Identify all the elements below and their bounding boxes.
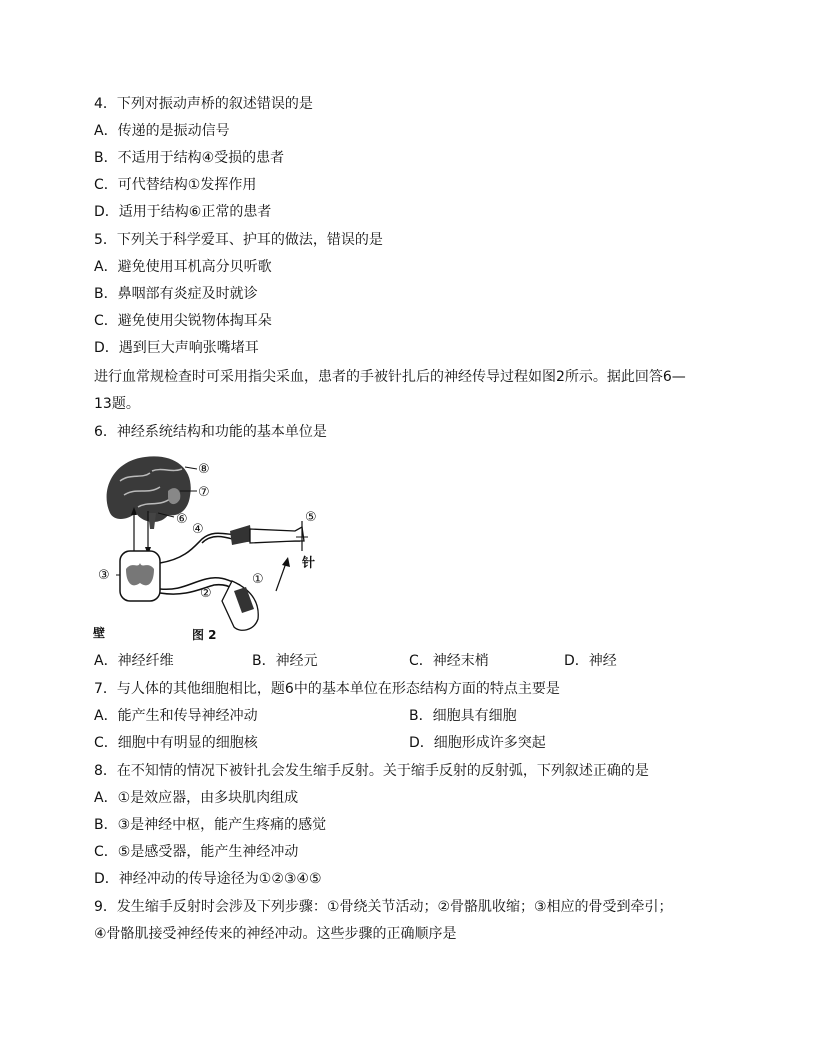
q4-option-b: B．不适用于结构④受损的患者 xyxy=(94,150,285,166)
label-8: ⑧ xyxy=(198,462,210,477)
q5-stem: 5．下列关于科学爱耳、护耳的做法，错误的是 xyxy=(94,232,383,248)
q8-option-d: D．神经冲动的传导途径为①②③④⑤ xyxy=(94,871,322,887)
label-6: ⑥ xyxy=(176,512,188,527)
q6-stem: 6．神经系统结构和功能的基本单位是 xyxy=(94,424,327,440)
q6-option-a: A．神经纤维 xyxy=(94,653,174,669)
label-1: ① xyxy=(252,572,264,587)
label-7: ⑦ xyxy=(198,485,210,500)
label-3: ③ xyxy=(98,568,110,583)
q5-option-b: B．鼻咽部有炎症及时就诊 xyxy=(94,286,258,302)
label-5: ⑤ xyxy=(305,510,317,525)
intro-line-1: 进行血常规检查时可采用指尖采血，患者的手被针扎后的神经传导过程如图2所示。据此回答6— xyxy=(94,369,686,385)
q7-option-b: B．细胞具有细胞 xyxy=(409,708,517,724)
q7-stem: 7．与人体的其他细胞相比，题6中的基本单位在形态结构方面的特点主要是 xyxy=(94,681,560,697)
q8-option-c: C．⑤是感受器，能产生神经冲动 xyxy=(94,844,299,860)
label-needle: 针 xyxy=(302,556,316,571)
nerve-conduction-figure xyxy=(90,451,330,646)
label-2: ② xyxy=(200,586,212,601)
label-4: ④ xyxy=(192,522,204,537)
q5-option-c: C．避免使用尖锐物体掏耳朵 xyxy=(94,313,272,329)
q4-option-c: C．可代替结构①发挥作用 xyxy=(94,177,257,193)
q7-option-c: C．细胞中有明显的细胞核 xyxy=(94,735,258,751)
q6-option-b: B．神经元 xyxy=(252,653,318,669)
q9-line-2: ④骨骼肌接受神经传来的神经冲动。这些步骤的正确顺序是 xyxy=(94,926,457,942)
figure-caption: 图 2 xyxy=(192,628,217,642)
intro-line-2: 13题。 xyxy=(94,396,140,412)
q4-option-a: A．传递的是振动信号 xyxy=(94,123,230,139)
figure-corner-mark: 壁 xyxy=(93,626,106,640)
q4-stem: 4．下列对振动声桥的叙述错误的是 xyxy=(94,96,313,112)
q8-option-a: A．①是效应器，由多块肌肉组成 xyxy=(94,790,299,806)
q6-option-d: D．神经 xyxy=(564,653,617,669)
q8-option-b: B．③是神经中枢，能产生疼痛的感觉 xyxy=(94,817,327,833)
q9-line-1: 9．发生缩手反射时会涉及下列步骤：①骨绕关节活动；②骨骼肌收缩；③相应的骨受到牵引； xyxy=(94,899,673,915)
q7-option-d: D．细胞形成许多突起 xyxy=(409,735,546,751)
q6-option-c: C．神经末梢 xyxy=(409,653,489,669)
q5-option-a: A．避免使用耳机高分贝听歌 xyxy=(94,259,272,275)
q4-option-d: D．适用于结构⑥正常的患者 xyxy=(94,204,272,220)
nerve-diagram-graphic xyxy=(90,451,330,646)
q8-stem: 8．在不知情的情况下被针扎会发生缩手反射。关于缩手反射的反射弧，下列叙述正确的是 xyxy=(94,763,649,779)
q5-option-d: D．遇到巨大声响张嘴堵耳 xyxy=(94,340,259,356)
q7-option-a: A．能产生和传导神经冲动 xyxy=(94,708,258,724)
